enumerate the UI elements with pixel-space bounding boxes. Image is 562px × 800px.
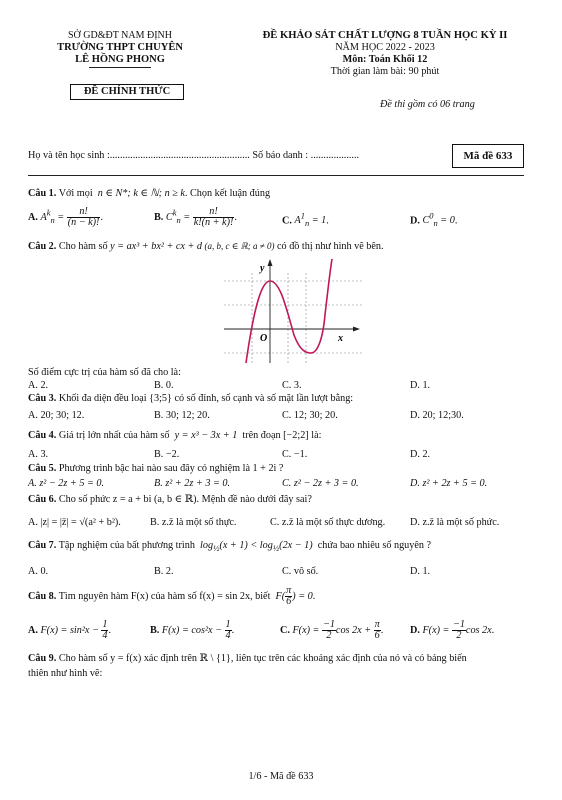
q7-option-d[interactable]: D. 1. <box>410 566 431 577</box>
question-5: Câu 5. Phương trình bậc hai nào sau đây có nghiệm là 1 + 2i ? <box>28 463 284 474</box>
question-7: Câu 7. Tập nghiệm của bất phương trình $\log_{\frac{1}{2}}(x + 1) < \log_{\frac{1}{2}}(2x - 1)$ chứa bao nhiêu số nguyên ? <box>28 540 432 554</box>
exam-duration: Thời gian làm bài: 90 phút <box>330 66 440 77</box>
question-2: Câu 2. Cho hàm số y = ax³ + bx² + cx + d (a, b, c ∈ ℝ; a ≠ 0) có đồ thị như hình vẽ bên. <box>28 241 384 252</box>
graph-grid <box>224 273 362 363</box>
header-divider <box>28 175 524 176</box>
q5-option-b[interactable]: B. z² + 2z + 3 = 0. <box>154 478 231 489</box>
question-9: Câu 9. Cho hàm số y = f(x) xác định trên ℝ \ {1}, liên tục trên các khoảng xác định của nó và có bảng biến <box>28 653 467 664</box>
q2-option-c[interactable]: C. 3. <box>282 380 302 391</box>
official-label: ĐỀ CHÍNH THỨC <box>70 84 184 100</box>
school-header <box>40 30 200 68</box>
school-name-line2: LÊ HỒNG PHONG <box>75 54 165 65</box>
origin-label: O <box>260 333 268 344</box>
exam-header <box>230 30 540 78</box>
cubic-curve <box>246 259 332 363</box>
exam-title: ĐỀ KHẢO SÁT CHẤT LƯỢNG 8 TUẦN HỌC KỲ II <box>262 30 508 41</box>
q5-option-c[interactable]: C. z² − 2z + 3 = 0. <box>282 478 359 489</box>
q1-option-a[interactable]: A. $A^k_n$ = $\frac{n!}{(n - k)!}$ . <box>28 206 103 228</box>
q8-option-d[interactable]: D. F(x) = $\frac{-1}{2}$ cos 2x. <box>410 619 495 641</box>
question-4: Câu 4. Giá trị lớn nhất của hàm số y = x³ − 3x + 1 trên đoạn [−2;2] là: <box>28 430 322 441</box>
x-axis-arrow <box>353 327 360 332</box>
q1-option-b[interactable]: B. $C^k_n$ = $\frac{n!}{k!(n + k)!}$ . <box>154 206 237 228</box>
q4-option-d[interactable]: D. 2. <box>410 449 431 460</box>
q3-option-d[interactable]: D. 20; 12;30. <box>410 410 464 421</box>
q2-option-d[interactable]: D. 1. <box>410 380 431 391</box>
q2-option-b[interactable]: B. 0. <box>154 380 174 391</box>
page-footer: 1/6 - Mã đề 633 <box>248 771 314 782</box>
y-axis-arrow <box>268 259 273 266</box>
q1-option-c[interactable]: C. $A^1_n = 1$. <box>282 211 329 229</box>
header-underline <box>89 67 151 68</box>
q6-option-a[interactable]: A. |z| = |z̄| = √(a² + b²). <box>28 517 121 528</box>
q1-option-d[interactable]: D. $C^0_n = 0$. <box>410 211 458 229</box>
q8-option-c[interactable]: C. F(x) = $\frac{-1}{2}$ cos 2x + $\frac{\pi}{6}$ . <box>280 619 384 641</box>
q3-option-a[interactable]: A. 20; 30; 12. <box>28 410 85 421</box>
dept-name: SỞ GD&ĐT NAM ĐỊNH <box>68 30 172 41</box>
exam-code-box: Mã đề 633 <box>452 144 524 168</box>
exam-subject: Môn: Toán Khối 12 <box>342 54 428 65</box>
q7-option-c[interactable]: C. vô số. <box>282 566 319 577</box>
q6-option-b[interactable]: B. z.z̄ là một số thực. <box>150 517 237 528</box>
q8-option-a[interactable]: A. F(x) = sin²x − $\frac{1}{4}$ . <box>28 619 112 641</box>
q4-option-c[interactable]: C. −1. <box>282 449 308 460</box>
q8-option-b[interactable]: B. F(x) = cos²x − $\frac{1}{4}$ . <box>150 619 235 641</box>
pages-note: Đề thi gồm có 06 trang <box>380 99 475 110</box>
question-9-line2: thiên như hình vẽ: <box>28 668 103 679</box>
q3-option-c[interactable]: C. 12; 30; 20. <box>282 410 338 421</box>
q5-option-a[interactable]: A. z² − 2z + 5 = 0. <box>28 478 105 489</box>
question-1: Câu 1. Với mọi n ∈ N*; k ∈ ℕ; n ≥ k. Chọn kết luận đúng <box>28 188 271 199</box>
q4-option-a[interactable]: A. 3. <box>28 449 49 460</box>
q2-option-a[interactable]: A. 2. <box>28 380 49 391</box>
q3-option-b[interactable]: B. 30; 12; 20. <box>154 410 210 421</box>
cubic-graph <box>222 257 362 365</box>
question-2-prompt: Số điểm cực trị của hàm số đã cho là: <box>28 367 181 378</box>
x-axis-label: x <box>338 333 343 344</box>
q4-option-b[interactable]: B. −2. <box>154 449 180 460</box>
question-8: Câu 8. Tìm nguyên hàm F(x) của hàm số f(x) = sin 2x, biết F( $\frac{\pi}{6}$ ) = 0. <box>28 585 316 607</box>
exam-year: NĂM HỌC 2022 - 2023 <box>335 42 435 53</box>
student-info-line: Họ và tên học sinh :....................................................... Số báo danh : ................... <box>28 150 360 161</box>
q6-option-c[interactable]: C. z.z̄ là một số thực dương. <box>270 517 386 528</box>
q7-option-a[interactable]: A. 0. <box>28 566 49 577</box>
q5-option-d[interactable]: D. z² + 2z + 5 = 0. <box>410 478 488 489</box>
y-axis-label: y <box>260 263 265 274</box>
question-6: Câu 6. Cho số phức z = a + bi (a, b ∈ ℝ). Mệnh đề nào dưới đây sai? <box>28 494 312 505</box>
question-3: Câu 3. Khối đa diện đều loại {3;5} có số đỉnh, số cạnh và số mặt lần lượt bằng: <box>28 393 354 404</box>
q6-option-d[interactable]: D. z.z̄ là một số phức. <box>410 517 500 528</box>
q7-option-b[interactable]: B. 2. <box>154 566 174 577</box>
school-name-line1: TRƯỜNG THPT CHUYÊN <box>57 42 183 53</box>
